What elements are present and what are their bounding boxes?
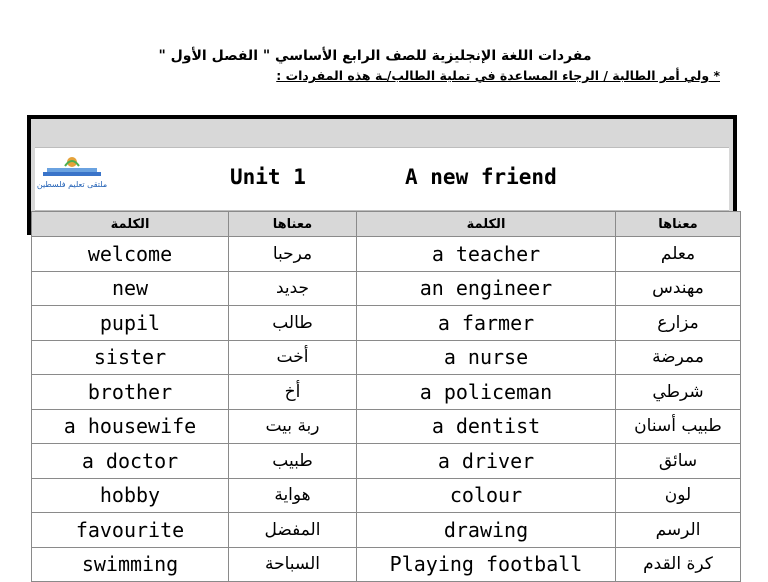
table-row xyxy=(32,513,741,548)
table-row xyxy=(32,375,741,410)
arabic-meaning: معلم xyxy=(616,237,741,272)
english-word: a teacher xyxy=(357,237,616,272)
table-row xyxy=(32,409,741,444)
arabic-meaning: السباحة xyxy=(229,547,357,582)
english-word: new xyxy=(32,271,229,306)
arabic-meaning: هواية xyxy=(229,478,357,513)
school-logo xyxy=(36,154,108,194)
english-word: a nurse xyxy=(357,340,616,375)
column-header-meaning: معناها xyxy=(616,212,741,237)
vocabulary-table xyxy=(31,211,741,582)
unit-title: Unit 1 xyxy=(230,165,306,189)
column-header-word: الكلمة xyxy=(32,212,229,237)
table-row xyxy=(32,306,741,341)
logo-text: ملتقى تعليم فلسطين xyxy=(36,180,108,189)
arabic-meaning: طبيب أسنان xyxy=(616,409,741,444)
arabic-meaning: شرطي xyxy=(616,375,741,410)
table-header-row xyxy=(32,212,741,237)
english-word: a housewife xyxy=(32,409,229,444)
english-word: a policeman xyxy=(357,375,616,410)
english-word: a dentist xyxy=(357,409,616,444)
english-word: pupil xyxy=(32,306,229,341)
unit-header-band xyxy=(35,147,729,211)
arabic-meaning: كرة القدم xyxy=(616,547,741,582)
english-word: welcome xyxy=(32,237,229,272)
arabic-meaning: سائق xyxy=(616,444,741,479)
english-word: a doctor xyxy=(32,444,229,479)
table-row xyxy=(32,547,741,582)
arabic-meaning: مهندس xyxy=(616,271,741,306)
english-word: hobby xyxy=(32,478,229,513)
english-word: favourite xyxy=(32,513,229,548)
column-header-word: الكلمة xyxy=(357,212,616,237)
arabic-meaning: ربة بيت xyxy=(229,409,357,444)
lesson-title: A new friend xyxy=(405,165,557,189)
document-title: مفردات اللغة الإنجليزية للصف الرابع الأساسي " الفصل الأول " xyxy=(158,48,592,64)
arabic-meaning: لون xyxy=(616,478,741,513)
english-word: brother xyxy=(32,375,229,410)
arabic-meaning: مزارع xyxy=(616,306,741,341)
arabic-meaning: المفضل xyxy=(229,513,357,548)
column-header-meaning: معناها xyxy=(229,212,357,237)
arabic-meaning: أخت xyxy=(229,340,357,375)
table-row xyxy=(32,271,741,306)
parent-note: * ولي أمر الطالبة / الرجاء المساعدة في تملية الطالب/ـة هذه المفردات : xyxy=(276,68,720,83)
arabic-meaning: ممرضة xyxy=(616,340,741,375)
table-row xyxy=(32,478,741,513)
english-word: Playing football xyxy=(357,547,616,582)
english-word: a farmer xyxy=(357,306,616,341)
arabic-meaning: طبيب xyxy=(229,444,357,479)
arabic-meaning: الرسم xyxy=(616,513,741,548)
table-row xyxy=(32,340,741,375)
english-word: drawing xyxy=(357,513,616,548)
table-row xyxy=(32,237,741,272)
english-word: swimming xyxy=(32,547,229,582)
table-row xyxy=(32,444,741,479)
arabic-meaning: جديد xyxy=(229,271,357,306)
arabic-meaning: مرحبا xyxy=(229,237,357,272)
arabic-meaning: طالب xyxy=(229,306,357,341)
english-word: a driver xyxy=(357,444,616,479)
english-word: sister xyxy=(32,340,229,375)
arabic-meaning: أخ xyxy=(229,375,357,410)
english-word: an engineer xyxy=(357,271,616,306)
english-word: colour xyxy=(357,478,616,513)
